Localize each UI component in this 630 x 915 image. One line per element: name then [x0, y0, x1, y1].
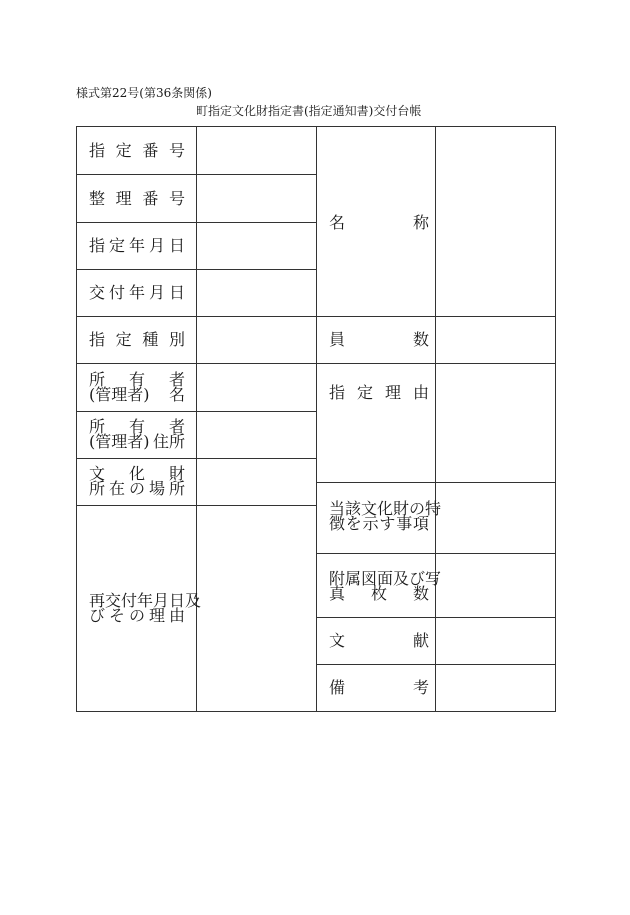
- label-remarks: 備 考: [329, 678, 429, 697]
- value-issue-date[interactable]: [197, 270, 316, 316]
- label-literature: 文 献: [329, 631, 429, 650]
- label-member-count: 員 数: [329, 330, 429, 349]
- label-designation-type: 指定種別: [89, 330, 185, 349]
- label-designation-number: 指定番号: [89, 141, 185, 160]
- label-cultural-property-location: 文化財 所在の場所: [89, 464, 185, 498]
- ledger-table: [76, 126, 556, 712]
- label-property-features: 当該文化財の特 徴を示す事項: [329, 499, 442, 533]
- column-divider-2: [316, 127, 317, 711]
- value-owner-address[interactable]: [197, 412, 316, 458]
- label-name: 名 称: [329, 213, 429, 232]
- value-literature[interactable]: [436, 618, 555, 664]
- label-issue-date: 交付年月日: [89, 283, 185, 302]
- value-designation-number[interactable]: [197, 127, 316, 174]
- value-reissue-date-and-reason[interactable]: [197, 506, 316, 711]
- label-designation-reason: 指定理由: [329, 383, 429, 402]
- value-designation-date[interactable]: [197, 223, 316, 269]
- form-number: 様式第22号(第36条関係): [76, 86, 212, 100]
- value-name[interactable]: [436, 127, 555, 316]
- label-designation-date: 指定年月日: [89, 236, 185, 255]
- label-reference-number: 整理番号: [89, 189, 185, 208]
- value-remarks[interactable]: [436, 665, 555, 711]
- value-designation-type[interactable]: [197, 317, 316, 363]
- value-designation-reason[interactable]: [436, 364, 555, 482]
- document-title: 町指定文化財指定書(指定通知書)交付台帳: [196, 104, 422, 118]
- label-owner-name: 所有者 (管理者) 名: [89, 370, 185, 404]
- value-property-features[interactable]: [436, 483, 555, 553]
- value-cultural-property-location[interactable]: [197, 459, 316, 505]
- value-owner-name[interactable]: [197, 364, 316, 411]
- value-attached-drawings-photos[interactable]: [436, 554, 555, 617]
- label-owner-address: 所有者 (管理者) 住所: [89, 417, 185, 451]
- value-reference-number[interactable]: [197, 175, 316, 222]
- label-reissue-date-and-reason: 再交付年月日及 びその理由: [89, 591, 202, 625]
- label-attached-drawings-photos: 附属図面及び写 真 枚 数: [329, 569, 442, 603]
- value-member-count[interactable]: [436, 317, 555, 363]
